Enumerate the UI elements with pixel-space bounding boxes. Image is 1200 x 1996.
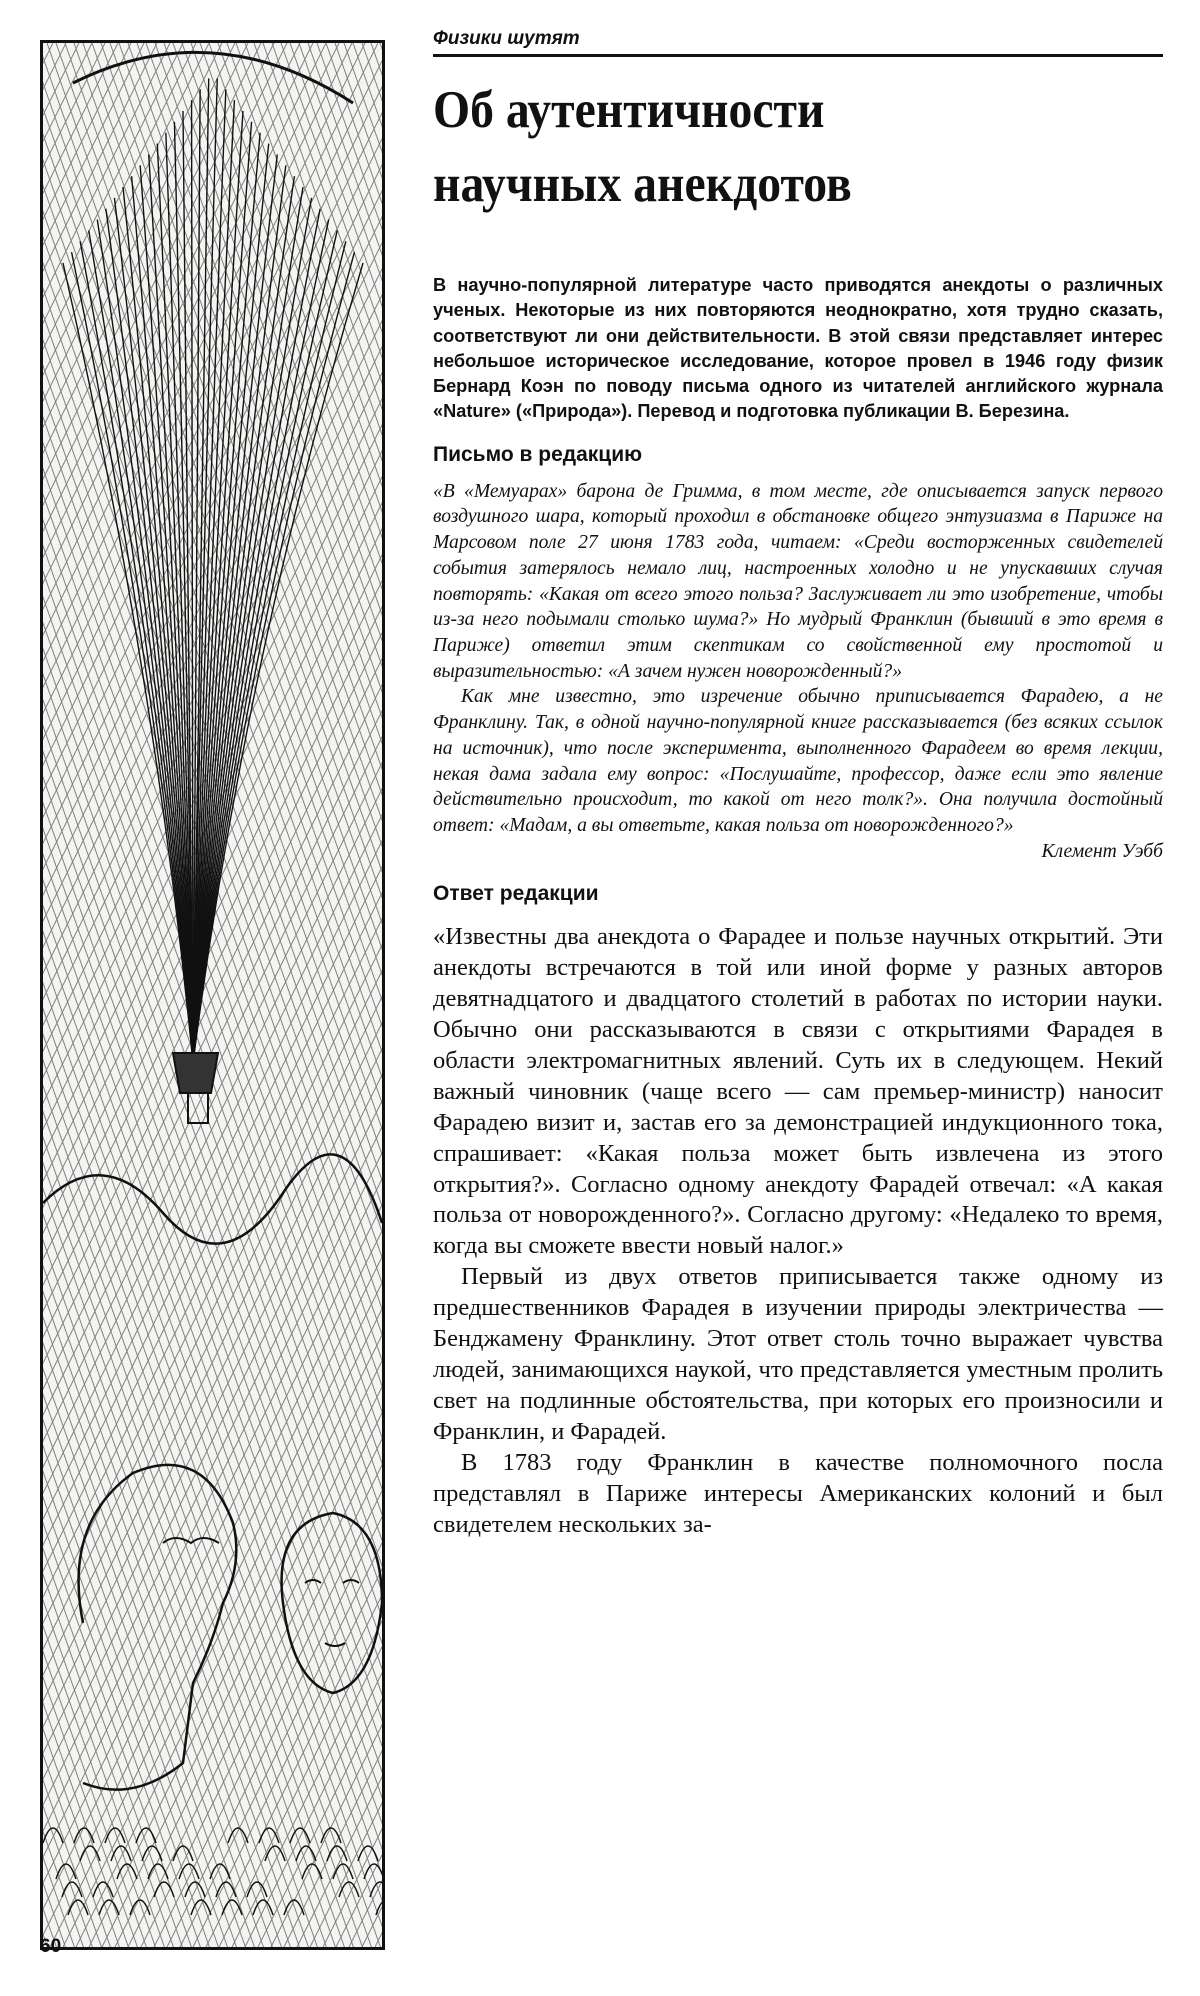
- title-line-1: Об аутентичности: [433, 81, 825, 139]
- section-rubric: Физики шутят: [433, 28, 1163, 57]
- title-line-2: научных анекдотов: [433, 155, 852, 213]
- article-title: [433, 73, 1090, 221]
- lead-paragraph: В научно-популярной литературе часто приводятся анекдоты о различных ученых. Некоторые из них повторяются неоднократно, хотя трудно сказать, соответствуют ли они действительности. В этой связи представляет интерес небольшое историческое исследование, которое провел в 1946 году физик Бернард Коэн по поводу письма одного из читателей английского журнала «Nature» («Природа»). Перевод и подготовка публикации В. Березина.: [433, 275, 1163, 422]
- article-column: [433, 28, 1163, 1540]
- pen-drawing: [43, 43, 382, 1947]
- page-number: 60: [40, 1936, 62, 1957]
- letter-paragraph: Как мне известно, это изречение обычно приписывается Фарадею, а не Франклину. Так, в одной научно-популярной книге рассказывается (без всяких ссылок на источник), что после эксперимента, выполненного Фарадеем во время лекции, некая дама задала ему вопрос: «Послушайте, профессор, даже если это явление действительно происходит, то какой от него толк?». Она получила достойный ответ: «Мадам, а вы ответьте, какая польза от новорожденного?»: [433, 686, 1163, 836]
- illustration-balloon-launch: [40, 40, 385, 1950]
- letter-signature: Клемент Уэбб: [1041, 840, 1163, 862]
- letter-heading: Письмо в редакцию: [433, 442, 643, 466]
- reply-paragraph: Первый из двух ответов приписывается также одному из предшественников Фарадея в изучении природы электричества — Бенджамену Франклину. Этот ответ столь точно выражает чувства людей, занимающихся наукой, что представляется уместным пролить свет на подлинные обстоятельства, при которых его произносили и Франклин, и Фарадей.: [433, 1263, 1163, 1445]
- reply-heading: Ответ редакции: [433, 882, 599, 906]
- reply-paragraph: В 1783 году Франклин в качестве полномочного посла представлял в Париже интересы Американских колоний и был свидетелем нескольких за-: [433, 1448, 1163, 1538]
- letter-paragraph: «В «Мемуарах» барона де Гримма, в том месте, где описывается запуск первого воздушного шара, который проходил в обстановке общего энтузиазма в Париже на Марсовом поле 27 июня 1783 года, читаем: «Среди восторженных свидетелей события затерялось немало лиц, настроенных холодно и не упускавших случая повторять: «Какая от всего этого польза? Заслуживает ли это изобретение, чтобы из-за него подымали столько шума?» Но мудрый Франклин (бывший в это время в Париже) ответил этим скептикам со свойственной ему простотой и выразительностью: «А зачем нужен новорожденный?»: [433, 480, 1163, 682]
- reply-paragraph: «Известны два анекдота о Фарадее и пользе научных открытий. Эти анекдоты встречаются в той или иной форме у разных авторов девятнадцатого и двадцатого столетий в работах по истории науки. Обычно они рассказываются в связи с открытиями Фарадея в области электромагнитных явлений. Суть их в следующем. Некий важный чиновник (чаще всего — сам премьер-министр) наносит Фарадею визит и, застав его за демонстрацией индукционного тока, спрашивает: «Какая польза может быть извлечена из этого открытия?». Согласно одному анекдоту Фарадей отвечал: «А какая польза от новорожденного?». Согласно другому: «Недалеко то время, когда вы сможете ввести новый налог.»: [433, 923, 1163, 1260]
